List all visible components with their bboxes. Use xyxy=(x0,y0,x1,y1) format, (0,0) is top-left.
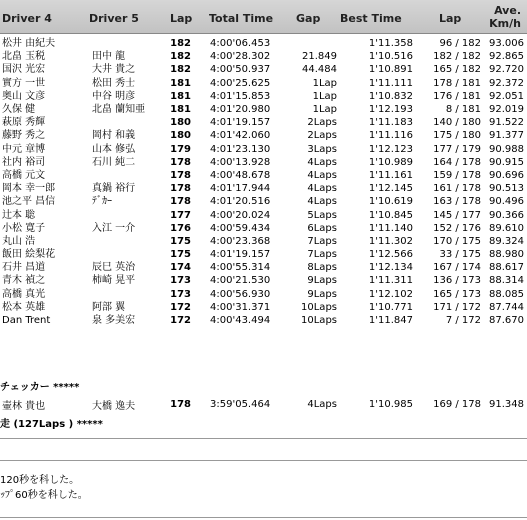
driver4-cell: 国沢 光宏 xyxy=(2,64,46,76)
table-row xyxy=(0,143,527,156)
results-table-after-checker xyxy=(0,397,527,412)
best-lap-cell: 170 / 175 xyxy=(433,235,481,247)
average-speed-cell: 90.988 xyxy=(489,143,524,155)
total-time-cell: 3:59'05.464 xyxy=(210,399,271,410)
results-header xyxy=(0,0,527,34)
driver5-cell: 石川 純二 xyxy=(92,156,136,168)
table-row xyxy=(0,129,527,142)
laps-cell: 182 xyxy=(170,38,191,50)
table-row xyxy=(0,77,527,90)
total-time-cell: 4:01'15.853 xyxy=(210,90,271,102)
penalty-note: ｯﾌﾟ60秒を科した。 xyxy=(0,490,88,501)
driver4-cell: 中元 章博 xyxy=(2,143,46,155)
laps-cell: 181 xyxy=(170,77,191,89)
best-time-cell: 1'11.116 xyxy=(368,130,413,142)
average-speed-cell: 90.496 xyxy=(489,196,524,208)
total-time-cell: 4:00'56.930 xyxy=(210,288,271,300)
driver4-cell: 池之平 昌信 xyxy=(2,196,56,208)
driver4-cell: 壷林 貴也 xyxy=(2,401,46,412)
section-127-laps-label: 走 (127Laps ) ***** xyxy=(0,419,103,430)
best-time-cell: 1'10.985 xyxy=(368,399,413,410)
total-time-cell: 4:00'48.678 xyxy=(210,169,271,181)
gap-cell: 21.849 xyxy=(302,51,337,63)
best-time-cell: 1'10.989 xyxy=(368,156,413,168)
driver4-cell: 松本 英雄 xyxy=(2,301,46,313)
laps-cell: 178 xyxy=(170,196,191,208)
table-row xyxy=(0,195,527,208)
average-speed-cell: 91.522 xyxy=(489,117,524,129)
total-time-cell: 4:01'19.157 xyxy=(210,249,271,261)
table-row xyxy=(0,116,527,129)
gap-cell: 1Lap xyxy=(312,77,337,89)
average-speed-cell: 91.348 xyxy=(489,399,524,410)
gap-cell: 4Laps xyxy=(307,183,337,195)
table-row xyxy=(0,288,527,301)
driver5-cell: 北畠 蘭知亜 xyxy=(92,104,146,116)
best-lap-cell: 171 / 172 xyxy=(433,301,481,313)
gap-cell: 5Laps xyxy=(307,209,337,221)
table-row xyxy=(0,50,527,63)
driver4-cell: 飯田 絵梨花 xyxy=(2,249,56,261)
total-time-cell: 4:01'19.157 xyxy=(210,117,271,129)
header-average-speed xyxy=(489,4,521,30)
gap-cell: 8Laps xyxy=(307,262,337,274)
table-row xyxy=(0,235,527,248)
best-time-cell: 1'11.302 xyxy=(368,235,413,247)
laps-cell: 180 xyxy=(170,117,191,129)
header-gap: Gap xyxy=(296,12,321,25)
driver5-cell xyxy=(90,169,168,182)
table-row xyxy=(0,274,527,287)
average-speed-cell: 90.366 xyxy=(489,209,524,221)
driver4-cell: 社内 裕司 xyxy=(2,156,46,168)
driver4-cell: 丸山 浩 xyxy=(2,235,36,247)
laps-cell: 182 xyxy=(170,51,191,63)
table-row xyxy=(0,397,527,412)
best-time-cell: 1'11.183 xyxy=(368,117,413,129)
total-time-cell: 4:00'31.371 xyxy=(210,301,271,313)
driver5-cell: 中谷 明彦 xyxy=(92,90,136,102)
driver5-cell xyxy=(90,288,168,301)
best-time-cell: 1'11.140 xyxy=(368,222,413,234)
header-best-lap: Lap xyxy=(439,12,462,25)
header-total-time: Total Time xyxy=(209,12,274,25)
driver5-cell: 田中 龍 xyxy=(92,51,126,63)
total-time-cell: 4:00'20.024 xyxy=(210,209,271,221)
table-row xyxy=(0,156,527,169)
driver5-cell xyxy=(90,235,168,248)
driver5-cell: ﾃﾞｶｰ xyxy=(92,196,112,208)
total-time-cell: 4:01'23.130 xyxy=(210,143,271,155)
average-speed-cell: 93.006 xyxy=(489,38,524,50)
driver5-cell: 阿部 翼 xyxy=(92,301,126,313)
table-row xyxy=(0,90,527,103)
header-avg-line1: Ave. xyxy=(494,4,521,17)
best-lap-cell: 163 / 178 xyxy=(433,196,481,208)
driver4-cell: 奥山 文彦 xyxy=(2,90,46,102)
table-row xyxy=(0,314,527,327)
best-lap-cell: 8 / 181 xyxy=(445,104,481,116)
best-time-cell: 1'12.134 xyxy=(368,262,413,274)
best-lap-cell: 33 / 175 xyxy=(439,249,481,261)
gap-cell: 1Lap xyxy=(312,90,337,102)
best-lap-cell: 145 / 177 xyxy=(433,209,481,221)
best-lap-cell: 182 / 182 xyxy=(433,51,481,63)
best-lap-cell: 140 / 180 xyxy=(433,117,481,129)
divider xyxy=(0,438,527,439)
best-time-cell: 1'12.193 xyxy=(368,104,413,116)
table-row xyxy=(0,248,527,261)
gap-cell: 2Laps xyxy=(307,130,337,142)
driver5-cell: 泉 多美宏 xyxy=(92,315,136,327)
best-time-cell: 1'11.311 xyxy=(368,275,413,287)
driver4-cell: 高橋 真光 xyxy=(2,288,46,300)
laps-cell: 182 xyxy=(170,64,191,76)
average-speed-cell: 92.051 xyxy=(489,90,524,102)
best-time-cell: 1'10.832 xyxy=(368,90,413,102)
total-time-cell: 4:00'28.302 xyxy=(210,51,271,63)
laps-cell: 178 xyxy=(170,169,191,181)
gap-cell: 10Laps xyxy=(301,315,337,327)
table-row xyxy=(0,37,527,50)
total-time-cell: 4:00'50.937 xyxy=(210,64,271,76)
driver4-cell: 藤野 秀之 xyxy=(2,130,46,142)
average-speed-cell: 92.720 xyxy=(489,64,524,76)
best-time-cell: 1'10.771 xyxy=(368,301,413,313)
gap-cell: 1Lap xyxy=(312,104,337,116)
best-lap-cell: 177 / 179 xyxy=(433,143,481,155)
driver5-cell: 柿崎 晃平 xyxy=(92,275,136,287)
driver5-cell: 岡村 和義 xyxy=(92,130,136,142)
laps-cell: 181 xyxy=(170,90,191,102)
gap-cell: 44.484 xyxy=(302,64,337,76)
driver5-cell: 山本 修弘 xyxy=(92,143,136,155)
average-speed-cell: 87.744 xyxy=(489,301,524,313)
total-time-cell: 4:00'59.434 xyxy=(210,222,271,234)
header-driver5: Driver 5 xyxy=(89,12,139,25)
driver4-cell: 辻本 聡 xyxy=(2,209,36,221)
laps-cell: 173 xyxy=(170,288,191,300)
average-speed-cell: 91.377 xyxy=(489,130,524,142)
table-row xyxy=(0,182,527,195)
gap-cell: 4Laps xyxy=(307,156,337,168)
gap-cell: 2Laps xyxy=(307,117,337,129)
best-time-cell: 1'11.111 xyxy=(368,77,413,89)
best-time-cell: 1'11.161 xyxy=(368,169,413,181)
best-time-cell: 1'11.358 xyxy=(368,38,413,50)
best-lap-cell: 161 / 178 xyxy=(433,183,481,195)
gap-cell: 4Laps xyxy=(307,169,337,181)
gap-cell: 6Laps xyxy=(307,222,337,234)
gap-cell: 9Laps xyxy=(307,288,337,300)
gap-cell xyxy=(274,37,337,50)
laps-cell: 172 xyxy=(170,301,191,313)
average-speed-cell: 89.324 xyxy=(489,235,524,247)
total-time-cell: 4:01'17.944 xyxy=(210,183,271,195)
header-driver4: Driver 4 xyxy=(2,12,52,25)
table-row xyxy=(0,208,527,221)
average-speed-cell: 89.610 xyxy=(489,222,524,234)
laps-cell: 178 xyxy=(170,183,191,195)
driver5-cell: 大橋 逸夫 xyxy=(92,401,136,412)
best-time-cell: 1'10.619 xyxy=(368,196,413,208)
driver4-cell: 北畠 玉税 xyxy=(2,51,46,63)
laps-cell: 179 xyxy=(170,143,191,155)
table-row xyxy=(0,169,527,182)
laps-cell: 181 xyxy=(170,104,191,116)
driver5-cell: 真鍋 裕行 xyxy=(92,183,136,195)
average-speed-cell: 92.019 xyxy=(489,104,524,116)
gap-cell: 9Laps xyxy=(307,275,337,287)
table-row xyxy=(0,63,527,76)
laps-cell: 178 xyxy=(170,399,191,410)
average-speed-cell: 88.617 xyxy=(489,262,524,274)
laps-cell: 175 xyxy=(170,249,191,261)
driver5-cell xyxy=(90,37,168,50)
best-time-cell: 1'12.566 xyxy=(368,249,413,261)
average-speed-cell: 87.670 xyxy=(489,315,524,327)
best-lap-cell: 165 / 173 xyxy=(433,288,481,300)
total-time-cell: 4:00'55.314 xyxy=(210,262,271,274)
laps-cell: 172 xyxy=(170,315,191,327)
laps-cell: 176 xyxy=(170,222,191,234)
driver4-cell: 萩原 秀輝 xyxy=(2,117,46,129)
driver4-cell: 實方 一世 xyxy=(2,77,46,89)
total-time-cell: 4:00'13.928 xyxy=(210,156,271,168)
average-speed-cell: 92.865 xyxy=(489,51,524,63)
driver5-cell: 大井 貴之 xyxy=(92,64,136,76)
divider xyxy=(0,460,527,461)
best-lap-cell: 7 / 172 xyxy=(445,315,481,327)
best-lap-cell: 169 / 178 xyxy=(433,399,481,410)
best-lap-cell: 152 / 176 xyxy=(433,222,481,234)
average-speed-cell: 90.696 xyxy=(489,169,524,181)
total-time-cell: 4:01'20.516 xyxy=(210,196,271,208)
total-time-cell: 4:01'42.060 xyxy=(210,130,271,142)
table-row xyxy=(0,301,527,314)
total-time-cell: 4:00'23.368 xyxy=(210,235,271,247)
driver4-cell: Dan Trent xyxy=(2,315,51,327)
results-table xyxy=(0,37,527,327)
best-time-cell: 1'12.145 xyxy=(368,183,413,195)
divider xyxy=(0,517,527,518)
best-lap-cell: 165 / 182 xyxy=(433,64,481,76)
driver5-cell xyxy=(90,208,168,221)
laps-cell: 178 xyxy=(170,156,191,168)
best-time-cell: 1'11.847 xyxy=(368,315,413,327)
laps-cell: 173 xyxy=(170,275,191,287)
best-time-cell: 1'10.516 xyxy=(368,51,413,63)
best-time-cell: 1'12.123 xyxy=(368,143,413,155)
section-checker-label: チェッカー ***** xyxy=(0,382,80,393)
average-speed-cell: 88.085 xyxy=(489,288,524,300)
best-time-cell: 1'10.845 xyxy=(368,209,413,221)
best-lap-cell: 136 / 173 xyxy=(433,275,481,287)
penalty-note: 120秒を科した。 xyxy=(0,475,80,486)
driver4-cell: 岡本 幸一郎 xyxy=(2,183,56,195)
driver5-cell xyxy=(90,116,168,129)
driver5-cell: 松田 秀士 xyxy=(92,77,136,89)
driver4-cell: 高橋 元文 xyxy=(2,169,46,181)
gap-cell: 7Laps xyxy=(307,235,337,247)
best-lap-cell: 96 / 182 xyxy=(439,38,481,50)
best-lap-cell: 164 / 178 xyxy=(433,156,481,168)
header-lap: Lap xyxy=(170,12,193,25)
best-lap-cell: 178 / 181 xyxy=(433,77,481,89)
driver5-cell: 辰巳 英治 xyxy=(92,262,136,274)
laps-cell: 180 xyxy=(170,130,191,142)
driver4-cell: 松井 由紀夫 xyxy=(2,38,56,50)
gap-cell: 4Laps xyxy=(307,196,337,208)
average-speed-cell: 88.980 xyxy=(489,249,524,261)
driver4-cell: 石井 昌道 xyxy=(2,262,46,274)
total-time-cell: 4:00'06.453 xyxy=(210,38,271,50)
total-time-cell: 4:00'21.530 xyxy=(210,275,271,287)
gap-cell: 10Laps xyxy=(301,301,337,313)
laps-cell: 177 xyxy=(170,209,191,221)
gap-cell: 4Laps xyxy=(307,399,337,410)
best-lap-cell: 176 / 181 xyxy=(433,90,481,102)
driver5-cell: 入江 一介 xyxy=(92,222,136,234)
table-row xyxy=(0,261,527,274)
driver4-cell: 小松 寛子 xyxy=(2,222,46,234)
best-lap-cell: 175 / 180 xyxy=(433,130,481,142)
driver4-cell: 久保 健 xyxy=(2,104,36,116)
gap-cell: 7Laps xyxy=(307,249,337,261)
total-time-cell: 4:00'43.494 xyxy=(210,315,271,327)
average-speed-cell: 90.915 xyxy=(489,156,524,168)
gap-cell: 3Laps xyxy=(307,143,337,155)
average-speed-cell: 88.314 xyxy=(489,275,524,287)
laps-cell: 175 xyxy=(170,235,191,247)
best-lap-cell: 167 / 174 xyxy=(433,262,481,274)
total-time-cell: 4:00'25.625 xyxy=(210,77,271,89)
driver5-cell xyxy=(90,248,168,261)
best-time-cell: 1'12.102 xyxy=(368,288,413,300)
total-time-cell: 4:01'20.980 xyxy=(210,104,271,116)
average-speed-cell: 92.372 xyxy=(489,77,524,89)
table-row xyxy=(0,103,527,116)
header-avg-line2: Km/h xyxy=(489,17,521,30)
best-lap-cell: 159 / 178 xyxy=(433,169,481,181)
table-row xyxy=(0,222,527,235)
header-best-time: Best Time xyxy=(340,12,402,25)
laps-cell: 174 xyxy=(170,262,191,274)
driver4-cell: 青木 禎之 xyxy=(2,275,46,287)
best-time-cell: 1'10.891 xyxy=(368,64,413,76)
average-speed-cell: 90.513 xyxy=(489,183,524,195)
